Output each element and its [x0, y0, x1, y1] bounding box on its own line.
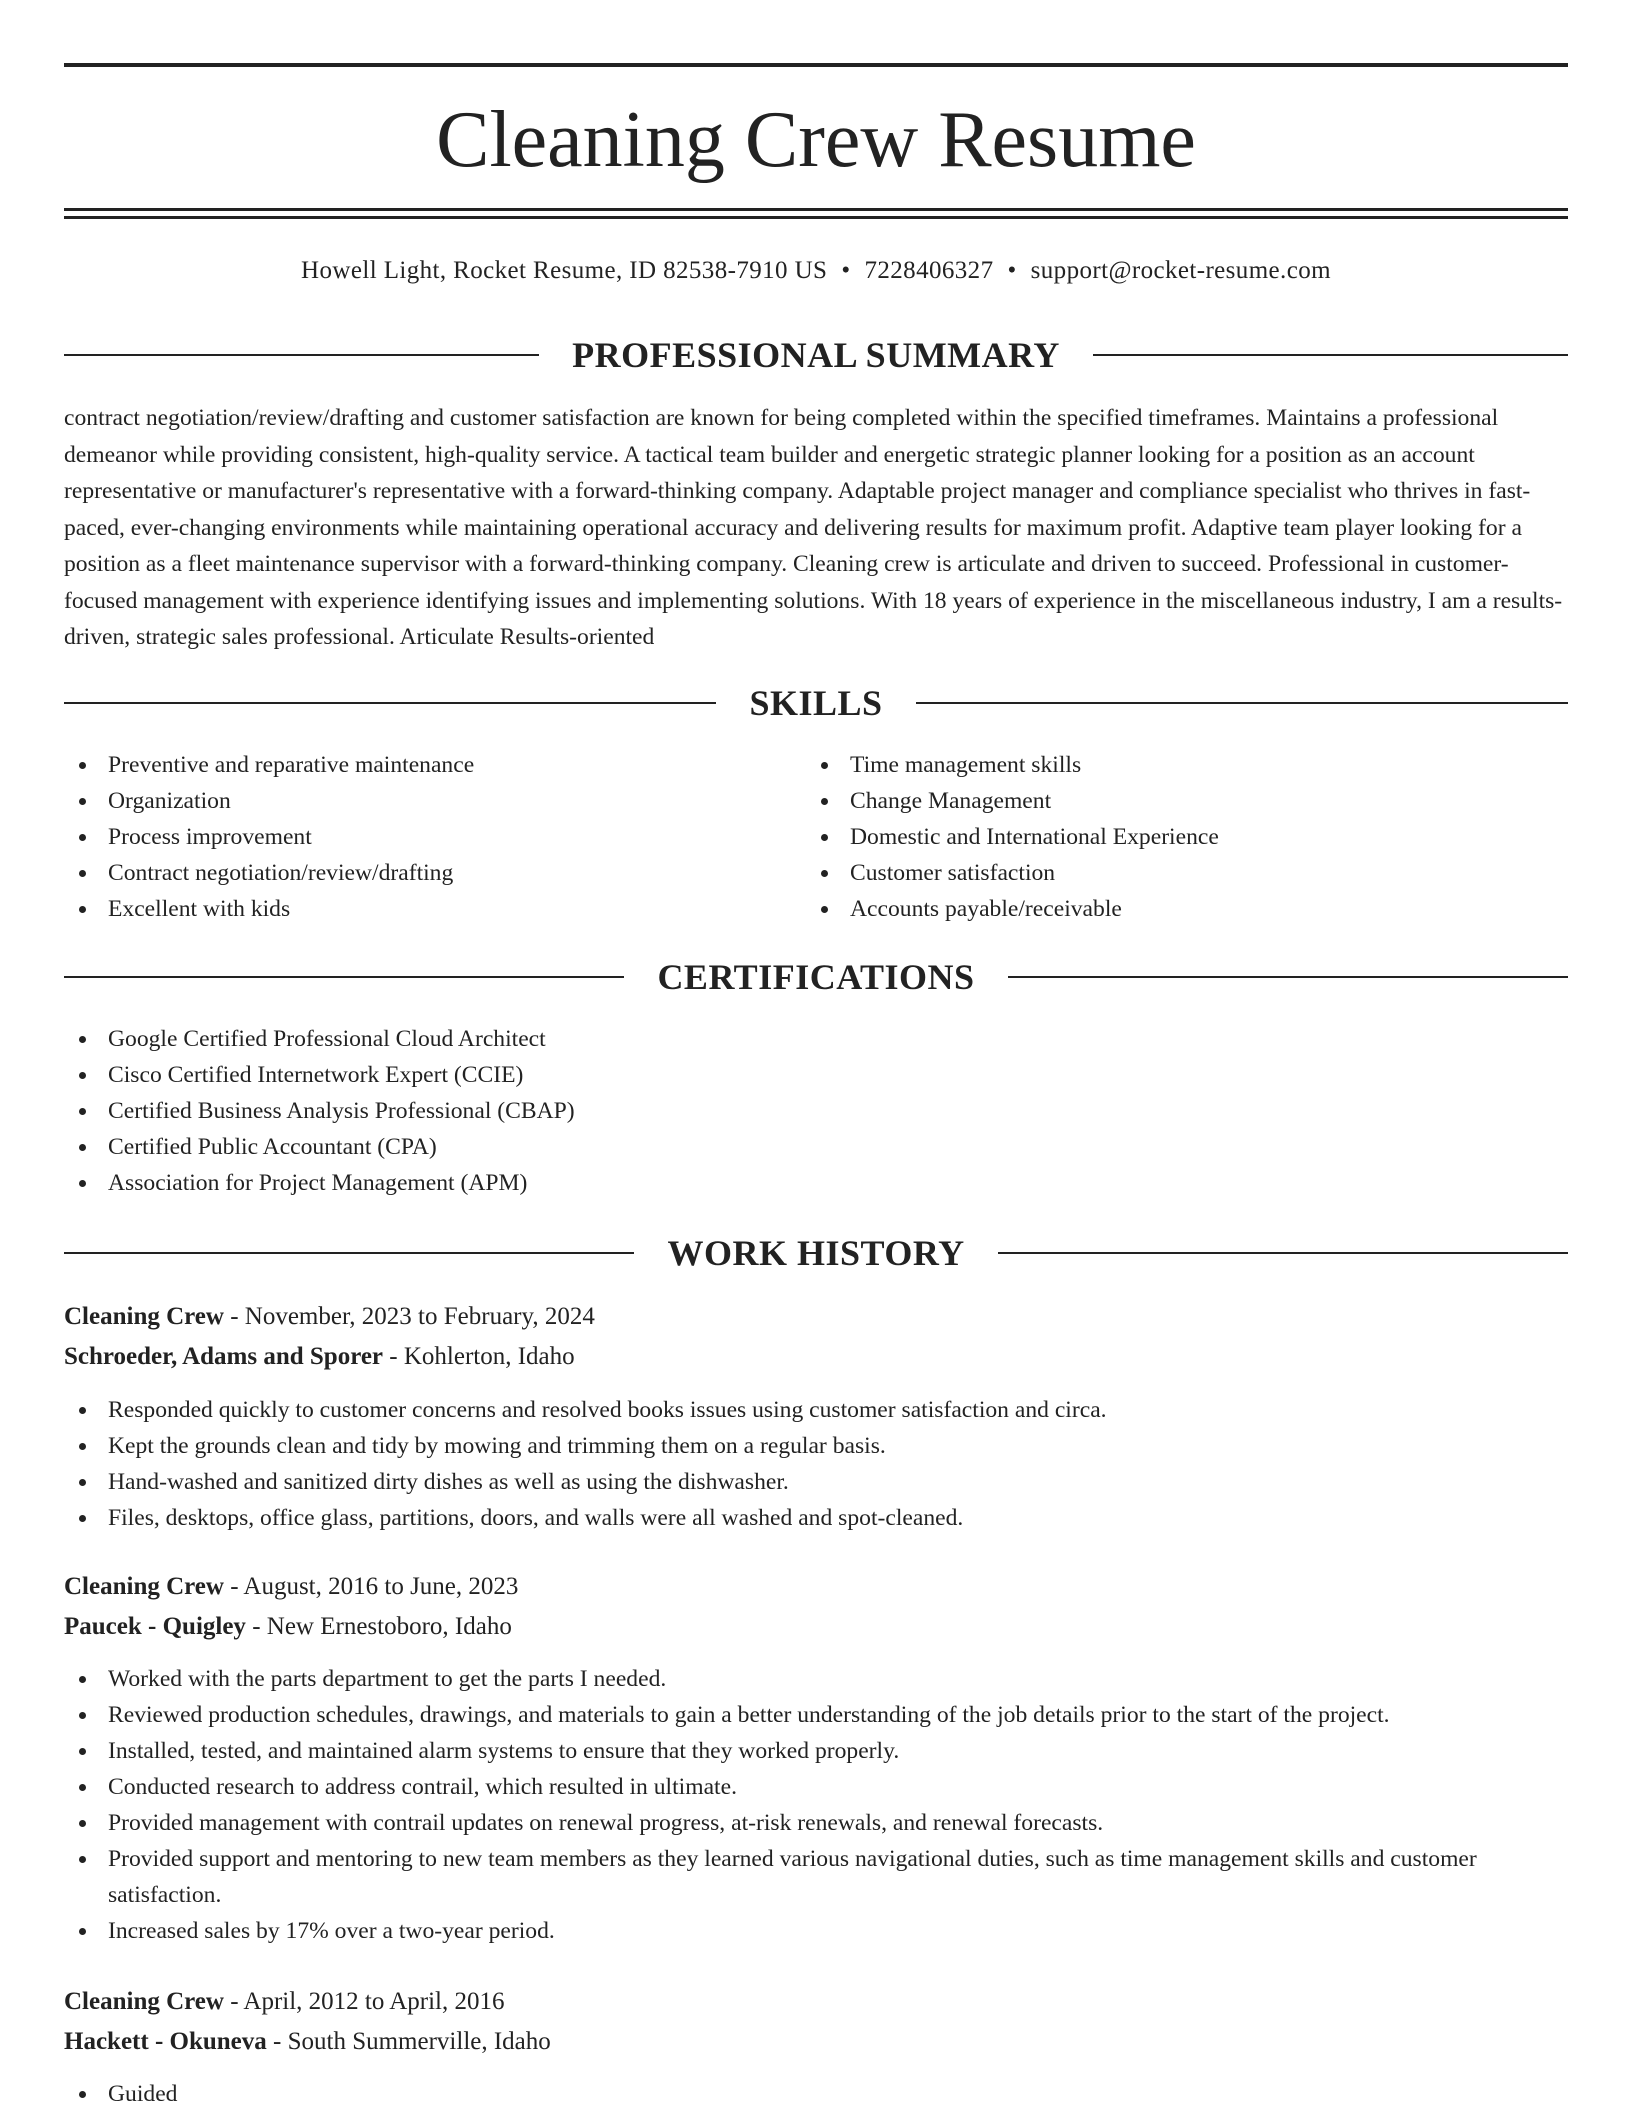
skill-item: Process improvement	[64, 819, 764, 855]
job-role-line	[64, 1299, 1568, 1335]
section-title-work-history: WORK HISTORY	[667, 1233, 965, 1273]
section-title-skills: SKILLS	[749, 683, 883, 723]
job-company: Schroeder, Adams and Sporer	[64, 1343, 384, 1370]
section-rule	[1008, 976, 1568, 978]
job-duty-item: Files, desktops, office glass, partitions, doors, and walls were all washed and spot-cleaned.	[64, 1500, 1568, 1536]
job-duty-item: Hand-washed and sanitized dirty dishes as well as using the dishwasher.	[64, 1464, 1568, 1500]
contact-separator: •	[1007, 257, 1017, 284]
skills-list-right	[806, 747, 1506, 927]
job-company-line	[64, 1339, 1568, 1375]
job-dates: - August, 2016 to June, 2023	[223, 1573, 519, 1600]
job-duty-item: Kept the grounds clean and tidy by mowing and trimming them on a regular basis.	[64, 1428, 1568, 1464]
job-duty-item: Increased sales by 17% over a two-year period.	[64, 1913, 1568, 1949]
section-rule	[64, 354, 539, 356]
contact-separator: •	[841, 257, 851, 284]
job-role-line	[64, 1984, 1568, 2020]
certification-item: Google Certified Professional Cloud Architect	[64, 1021, 1464, 1057]
certification-item: Cisco Certified Internetwork Expert (CCIE)	[64, 1057, 1464, 1093]
job-location: - South Summerville, Idaho	[266, 2028, 551, 2055]
skill-item: Excellent with kids	[64, 891, 764, 927]
job-company: Paucek - Quigley	[64, 1613, 246, 1640]
job-duty-item: Responded quickly to customer concerns and resolved books issues using customer satisfaction and circa.	[64, 1392, 1568, 1428]
job-duty-item: Conducted research to address contrail, which resulted in ultimate.	[64, 1769, 1568, 1805]
job-location: - New Ernestoboro, Idaho	[245, 1613, 512, 1640]
job-duty-item: Installed, tested, and maintained alarm systems to ensure that they worked properly.	[64, 1733, 1568, 1769]
certification-item: Certified Business Analysis Professional (CBAP)	[64, 1093, 1464, 1129]
section-rule	[916, 702, 1568, 704]
top-rule	[64, 63, 1568, 67]
skill-item: Organization	[64, 783, 764, 819]
section-header-summary	[64, 333, 1568, 377]
job-duty-item: Provided management with contrail updates on renewal progress, at-risk renewals, and renewal forecasts.	[64, 1805, 1568, 1841]
skills-list-left	[64, 747, 764, 927]
job-duty-item: Reviewed production schedules, drawings, and materials to gain a better understanding of the job details prior to the start of the project.	[64, 1697, 1568, 1733]
skill-item: Time management skills	[806, 747, 1506, 783]
skill-item: Contract negotiation/review/drafting	[64, 855, 764, 891]
job-duties-list	[64, 1392, 1568, 1536]
job-dates: - November, 2023 to February, 2024	[223, 1303, 595, 1330]
job-role: Cleaning Crew	[64, 1988, 224, 2015]
certification-item: Association for Project Management (APM)	[64, 1165, 1464, 1201]
section-header-skills	[64, 681, 1568, 725]
section-title-certifications: CERTIFICATIONS	[657, 957, 975, 997]
job-duties-list	[64, 2076, 1568, 2112]
contact-email: support@rocket-resume.com	[1030, 257, 1331, 284]
section-rule	[64, 702, 716, 704]
skill-item: Change Management	[806, 783, 1506, 819]
summary-text: contract negotiation/review/drafting and customer satisfaction are known for being completed within the specified timeframes. Maintains a professional demeanor while providing consistent, high-quality service. A tactical team builder and energetic strategic planner looking for a position as an account representative or manufacturer's representative with a forward-thinking company. Adaptable project manager and compliance specialist who thrives in fast-paced, ever-changing environments while maintaining operational accuracy and delivering results for maximum profit. Adaptive team player looking for a position as a fleet maintenance supervisor with a forward-thinking company. Cleaning crew is articulate and driven to succeed. Professional in customer-focused management with experience identifying issues and implementing solutions. With 18 years of experience in the miscellaneous industry, I am a results-driven, strategic sales professional. Articulate Results-oriented	[64, 405, 1563, 650]
title-rule-upper	[64, 208, 1568, 211]
skill-item: Preventive and reparative maintenance	[64, 747, 764, 783]
job-dates: - April, 2012 to April, 2016	[223, 1988, 505, 2015]
job-company-line	[64, 2024, 1568, 2060]
contact-phone: 7228406327	[864, 257, 994, 284]
certification-item: Certified Public Accountant (CPA)	[64, 1129, 1464, 1165]
section-header-work-history	[64, 1231, 1568, 1275]
title-rule-lower	[64, 216, 1568, 219]
contact-line	[64, 254, 1568, 288]
job-company: Hackett - Okuneva	[64, 2028, 267, 2055]
skill-item: Accounts payable/receivable	[806, 891, 1506, 927]
skill-item: Domestic and International Experience	[806, 819, 1506, 855]
section-rule	[998, 1252, 1568, 1254]
job-duty-item: Provided support and mentoring to new team members as they learned various navigational duties, such as time management skills and customer satisfaction.	[64, 1841, 1568, 1913]
job-role: Cleaning Crew	[64, 1573, 224, 1600]
section-rule	[1093, 354, 1568, 356]
job-duty-item: Guided	[64, 2076, 1568, 2112]
resume-title: Cleaning Crew Resume	[436, 96, 1196, 184]
job-role-line	[64, 1569, 1568, 1605]
skill-item: Customer satisfaction	[806, 855, 1506, 891]
section-rule	[64, 1252, 634, 1254]
job-duties-list	[64, 1661, 1568, 1949]
job-duty-item: Worked with the parts department to get the parts I needed.	[64, 1661, 1568, 1697]
job-location: - Kohlerton, Idaho	[383, 1343, 575, 1370]
section-header-certifications	[64, 955, 1568, 999]
job-role: Cleaning Crew	[64, 1303, 224, 1330]
certifications-list	[64, 1021, 1464, 1201]
job-company-line	[64, 1609, 1568, 1645]
section-title-summary: PROFESSIONAL SUMMARY	[572, 335, 1060, 375]
contact-address: Howell Light, Rocket Resume, ID 82538-7910 US	[301, 257, 828, 284]
section-rule	[64, 976, 624, 978]
